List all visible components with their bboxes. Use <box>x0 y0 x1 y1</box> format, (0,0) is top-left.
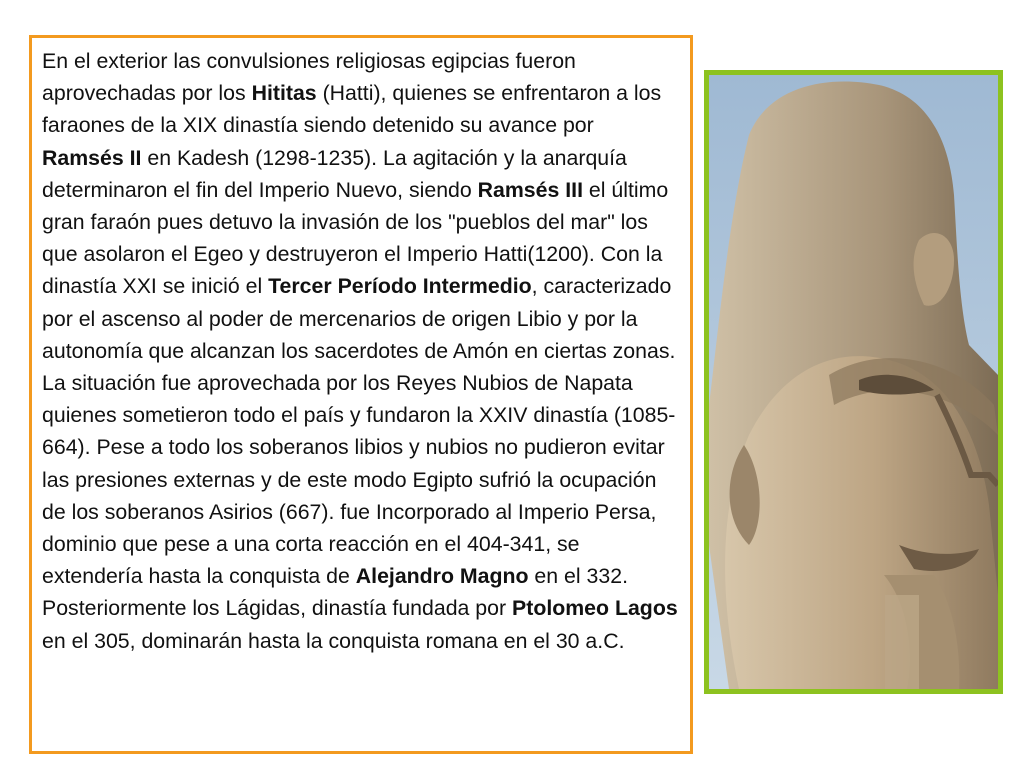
bold-term-ramses-ii: Ramsés II <box>42 145 142 170</box>
bold-term-ramses-iii: Ramsés III <box>477 177 584 202</box>
text-run: en el 332. Posteriormente los Lágidas, dinastía fundada por <box>42 564 628 621</box>
body-paragraph <box>42 45 681 657</box>
pharaoh-statue-icon <box>709 75 998 689</box>
text-run: (Hatti), quienes se enfrentaron a los faraones de la XIX dinastía siendo detenido su avance por <box>42 81 662 138</box>
bold-term-hititas: Hititas <box>251 81 317 106</box>
pharaoh-photo-frame <box>704 70 1003 694</box>
text-run: , caracterizado por el ascenso al poder de mercenarios de origen Libio y por la autonomía que alcanzan los sacerdotes de Amón en ciertas zonas. La situación fue aprovechada por los Reyes Nubios de Napata quienes sometieron todo el país y fundaron la XXIV dinastía (1085-664). Pese a todo los soberanos libios y nubios no pudieron evitar las presiones externas y de este modo Egipto sufrió la ocupación de los soberanos Asirios (667). fue Incorporado al Imperio Persa, dominio que pese a una corta reacción en el 404-341, se extendería hasta la conquista de <box>42 274 676 589</box>
text-run: el último gran faraón pues detuvo la invasión de los "pueblos del mar" los que asolaron el Egeo y destruyeron el Imperio Hatti(1200). Con la dinastía XXI se inició el <box>42 177 669 299</box>
text-run: En el exterior las convulsiones religiosas egipcias fueron aprovechadas por los <box>42 49 576 106</box>
text-run: en el 305, dominarán hasta la conquista romana en el 30 a.C. <box>42 628 625 653</box>
text-run: en Kadesh (1298-1235). La agitación y la anarquía determinaron el fin del Imperio Nuevo, siendo <box>42 145 627 202</box>
bold-term-alejandro-magno: Alejandro Magno <box>355 564 529 589</box>
bold-term-tercer-periodo: Tercer Período Intermedio <box>268 274 532 299</box>
bold-term-ptolomeo-lagos: Ptolomeo Lagos <box>512 596 678 621</box>
text-panel <box>29 35 693 754</box>
